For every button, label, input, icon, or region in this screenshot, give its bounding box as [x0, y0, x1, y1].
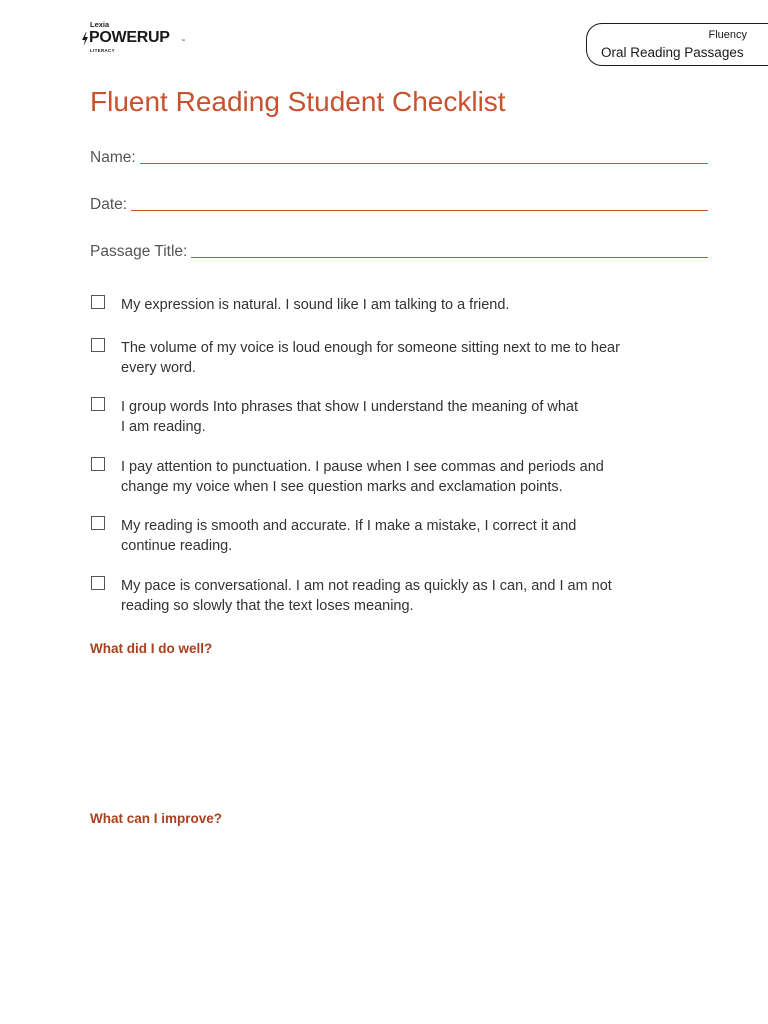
checklist-text-line: I am reading.	[121, 419, 206, 435]
page-title: Fluent Reading Student Checklist	[90, 86, 506, 117]
name-field[interactable]	[90, 145, 708, 167]
improve-response-area[interactable]	[90, 838, 710, 988]
checklist-text-line: I group words Into phrases that show I understand the meaning of what	[121, 399, 579, 415]
checkbox[interactable]	[91, 576, 105, 590]
section-title: Oral Reading Passages	[601, 45, 744, 60]
passage-title-field[interactable]	[90, 239, 708, 261]
checkbox[interactable]	[91, 457, 105, 471]
checkbox[interactable]	[91, 338, 105, 352]
logo-wordmark: POWERUP	[89, 29, 170, 46]
did-well-heading: What did I do well?	[90, 641, 213, 656]
did-well-response-area[interactable]	[90, 668, 710, 798]
lightning-bolt-icon	[81, 32, 89, 46]
section-badge	[586, 23, 768, 66]
checklist-item[interactable]	[90, 516, 710, 556]
date-field[interactable]	[90, 192, 708, 214]
checklist-text-line: change my voice when I see question marks and exclamation points.	[121, 479, 563, 495]
checkbox[interactable]	[91, 397, 105, 411]
name-input-line[interactable]	[140, 163, 708, 164]
checklist-text-line: continue reading.	[121, 538, 233, 554]
checklist-item[interactable]	[90, 397, 710, 437]
checklist-item[interactable]	[90, 457, 710, 497]
checklist-text-line: My expression is natural. I sound like I am talking to a friend.	[121, 297, 510, 313]
checklist-text-line: The volume of my voice is loud enough for someone sitting next to me to hear	[121, 340, 620, 356]
date-label: Date:	[90, 196, 128, 213]
checklist-item[interactable]	[90, 338, 710, 378]
powerup-logo	[81, 20, 191, 60]
section-category: Fluency	[708, 29, 747, 41]
checklist-text-line: My pace is conversational. I am not reading as quickly as I can, and I am not	[121, 578, 612, 594]
checklist-text-line: I pay attention to punctuation. I pause when I see commas and periods and	[121, 459, 604, 475]
passage-title-label: Passage Title:	[90, 243, 188, 260]
checklist-item[interactable]	[90, 295, 710, 315]
checklist-text-line: reading so slowly that the text loses meaning.	[121, 598, 414, 614]
checklist-text-line: My reading is smooth and accurate. If I make a mistake, I correct it and	[121, 518, 577, 534]
checkbox[interactable]	[91, 295, 105, 309]
checklist-item[interactable]	[90, 576, 710, 616]
logo-trademark: ™	[181, 38, 185, 43]
date-input-line[interactable]	[131, 210, 708, 211]
improve-heading: What can I improve?	[90, 811, 223, 826]
fluency-checklist	[90, 295, 710, 616]
logo-subline: LITERACY	[90, 48, 115, 53]
passage-title-input-line[interactable]	[191, 257, 708, 258]
checklist-text-line: every word.	[121, 360, 196, 376]
checkbox[interactable]	[91, 516, 105, 530]
logo-brand: Lexia	[90, 20, 110, 29]
name-label: Name:	[90, 149, 136, 166]
